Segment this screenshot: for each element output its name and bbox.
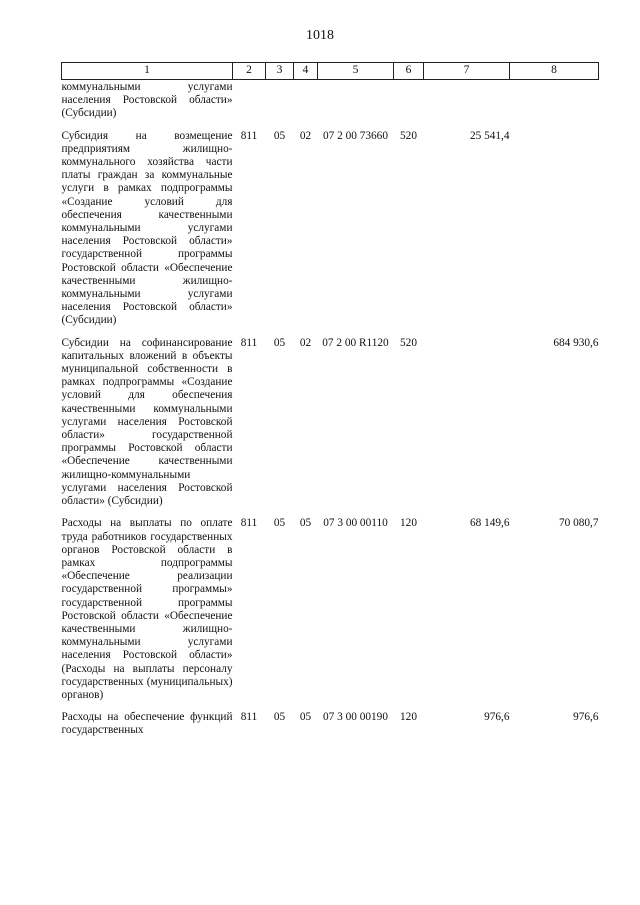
table-row	[62, 80, 599, 124]
row-col-8	[510, 80, 599, 124]
row-col-7: 976,6	[484, 711, 510, 724]
row-col-8: 684 930,6	[553, 336, 599, 349]
header-col-8: 8	[510, 63, 599, 80]
row-col-7	[424, 80, 510, 124]
row-col-3: 05	[273, 517, 286, 530]
table-row	[62, 331, 599, 512]
table-row	[62, 705, 599, 737]
row-col-2: 811	[240, 517, 258, 530]
row-col-3: 05	[273, 336, 286, 349]
row-col-6: 520	[400, 336, 417, 349]
row-col-5	[318, 80, 394, 124]
row-col-3: 05	[273, 711, 286, 724]
row-col-8: 976,6	[573, 711, 599, 724]
row-col-2: 811	[240, 129, 258, 142]
row-col-4: 05	[299, 517, 312, 530]
table-header-row	[62, 63, 599, 80]
table-row	[62, 124, 599, 331]
header-col-1: 1	[62, 63, 233, 80]
row-description: Расходы на обеспечение функций государственных	[61, 711, 233, 737]
row-col-5: 07 3 00 00190	[323, 711, 388, 724]
row-description: Расходы на выплаты по оплате труда работников государственных органов Ростовской области в рамках подпрограммы «Обеспечение реализации государственной программы» государственной программы Ростовской области «Обеспечение качественными жилищно-коммунальными услугами населения Ростовской области» (Расходы на выплаты персоналу государственных (муниципальных) органов)	[61, 517, 233, 701]
budget-table	[61, 62, 599, 738]
row-col-7: 68 149,6	[469, 517, 510, 530]
header-col-5: 5	[318, 63, 394, 80]
row-col-7	[424, 331, 510, 512]
row-col-4: 05	[299, 711, 312, 724]
row-col-7: 25 541,4	[469, 129, 510, 142]
row-col-2	[233, 80, 266, 124]
row-col-8	[510, 124, 599, 331]
table-row	[62, 511, 599, 705]
row-col-2: 811	[240, 711, 258, 724]
header-col-3: 3	[266, 63, 294, 80]
row-col-2: 811	[240, 336, 258, 349]
row-col-3	[266, 80, 294, 124]
row-col-6: 520	[400, 129, 417, 142]
row-col-3: 05	[273, 129, 286, 142]
row-col-4	[294, 80, 318, 124]
header-col-2: 2	[233, 63, 266, 80]
row-col-6: 120	[400, 711, 417, 724]
row-col-5: 07 2 00 R1120	[322, 336, 389, 349]
row-col-5: 07 3 00 00110	[323, 517, 388, 530]
row-col-6: 120	[400, 517, 417, 530]
row-description: коммунальными услугами населения Ростовской области» (Субсидии)	[61, 81, 233, 120]
header-col-4: 4	[294, 63, 318, 80]
row-col-5: 07 2 00 73660	[323, 129, 388, 142]
row-col-4: 02	[299, 129, 312, 142]
header-col-7: 7	[424, 63, 510, 80]
row-description: Субсидия на возмещение предприятиям жилищно-коммунального хозяйства части платы граждан за коммунальные услуги в рамках подпрограммы «Создание условий для обеспечения качественными коммунальными услугами населения Ростовской области» государственной программы Ростовской области «Обеспечение качественными жилищно-коммунальными услугами населения Ростовской области» (Субсидии)	[61, 129, 233, 327]
header-col-6: 6	[394, 63, 424, 80]
page-number: 1018	[306, 28, 334, 43]
row-col-6	[394, 80, 424, 124]
row-description: Субсидии на софинансирование капитальных вложений в объекты муниципальной собственности в рамках подпрограммы «Создание условий для обеспечения качественными коммунальными услугами населения Ростовской области» государственной программы Ростовской области «Обеспечение качественными жилищно-коммунальными услугами населения Ростовской области» (Субсидии)	[61, 336, 233, 508]
row-col-8: 70 080,7	[558, 517, 599, 530]
row-col-4: 02	[299, 336, 312, 349]
